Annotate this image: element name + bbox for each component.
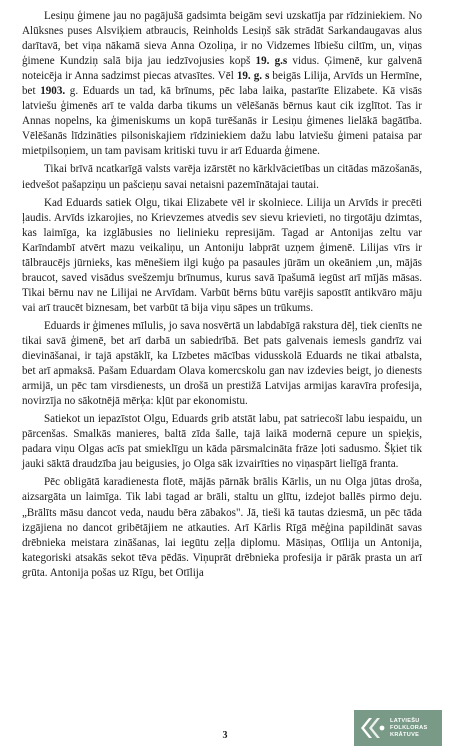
bold-text-run: 19. g. s — [236, 70, 270, 83]
text-run: Eduards ir ģimenes mīlulis, jo sava nosvērtā un labdabīgā rakstura dēļ, tiek cienīts ne tikai savā ģimenē, bet arī darbā un sabiedrībā. Bet pats galvenais iemesls gandrīz vai dievināšanai, ir tajā apstāklī, ka Līzbetes mācības vidusskolā Eduards ne tikai atbalsta, bet arī apmaksā. Pašam Eduardam Olava komercskolu gan nav izdevies beigt, jo dienests armijā, un pēc tam virsdienests, un drošā un prestižā Latvijas armijas karavīra profesija, novirzīja no sākotnējā mērķa: kļūt par ekonomistu. — [22, 319, 423, 408]
page-number: 3 — [222, 730, 228, 741]
paragraph — [22, 412, 422, 472]
archive-logo — [354, 710, 442, 746]
text-run: vidus. Ģimenē, kur galvenā noteicēja ir Anna sadzimst piecas atvasītes. Vēl — [22, 55, 422, 83]
body-text — [22, 9, 422, 584]
text-run: Satiekot un iepazīstot Olgu, Eduards grib atstāt labu, pat satriecošī labu iespaidu, un pārcenšas. Smalkās manieres, baltā zīda šalle, tajā laikā modernā cepure un spieķis, padara viņu Olgas acīs pat smieklīgu un kāda pārsmalcināta frāze ļoti sadusmo. Šķiet tik jauki sāktā draudzība jau beigusies, jo Olga sāk izvairīties no viņaspārt lielīgā franta. — [22, 413, 422, 471]
paragraph — [22, 475, 422, 580]
bold-text-run: 19. g.s — [255, 55, 288, 68]
paragraph — [22, 319, 422, 409]
paragraph — [22, 196, 422, 316]
bold-text-run: 1903. — [40, 85, 66, 98]
folklore-archive-logo-icon — [357, 713, 387, 743]
logo-text — [390, 718, 428, 739]
text-run: g. Eduards un tad, kā brīnums, pēc laba laika, pastarīte Elizabete. Kā visās latviešu ģimenēs arī te valda darba tikums un vēlēšanās bērnus kaut cik izglītot. Tas ir Annas nopelns, ka ģimeniskums un kopā turēšanās ir Lesiņu ģimenes lielākā bagātība. Vēlēšanās līdzināties pilsoniskajiem rīdziniekiem dažu labu latviešu ģimeni pataisa par mietpilsoņiem, un tam pavisam kritiski tuvu ir arī Eduarda ģimene. — [22, 85, 422, 158]
text-run: beigās Lilija, Arvīds un Hermīne, bet — [22, 70, 422, 98]
text-run: Tikai brīvā ncatkarīgā valsts varēja izārstēt no kārklvācietības un citādas māzošanās, iedvešot pašapziņu un pašcieņu savai netaisni pazemīnātajai tautai. — [22, 163, 422, 191]
text-run: Kad Eduards satiek Olgu, tikai Elizabete vēl ir skolniece. Lilija un Arvīds ir precēti ļaudis. Arvīds izkarojies, no Krievzemes atvedis sev sievu krievieti, no tirgotāju dzimtas, kas laimīga, ka izglābusies no lielinieku represijām. Tagad ar Antonijas zeltu var Karīndambī atvērt mazu veikaliņu, un Antoniju labprāt uzņem ģimenē. Lilijas vīrs ir tālbraucējs jūrnieks, kas mēnešiem ilgi kuģo pa pasaules jūrām un okeāniem ,un, mājās braucot, saved visādus svešzemju brīnumus, kurus savā īpašumā iegūst arī mījās māsas. Tikai bērnu nav ne Lilijai ne Arvīdam. Varbūt bērns būtu varējis sapostīt antikvāro māju vai arī traucēt biznesam, bet varbūt tā bija viņu sāpes un trūkums. — [22, 196, 422, 314]
paragraph — [22, 9, 422, 159]
logo-line: FOLKLORAS — [390, 724, 428, 731]
text-run: Lesiņu ģimene jau no pagājušā gadsimta beigām sevi uzskatīja par rīdziniekiem. No Alūksnes puses Alsviķiem atbraucis, Reinholds Lesiņš sāk strādāt Sarkandaugavas alus darītavā, bet viņa nākamā sieva Anna Ozoliņa, ir no Vidzemes lībiešu ciltīm, un, viņas ģimene Kundziņ salā bija jau iedzīvojusies kopš — [22, 10, 422, 68]
text-run: Pēc obligātā karadienesta flotē, mājās pārnāk brālis Kārlis, un nu Olga jūtas droša, aizsargāta un laimīga. Tik labi tagad ar brāli, staltu un glītu, izdejot ballēs pirmo deju. „Brālīts māsu dancot veda, naudu bēra zābakos". Jā, tieši kā tautas dziesmā, un pēc tāda izgājiena no dancot gribētājiem ne atkauties. Arī Kārlis Rīgā mēģina papildināt savas drēbnieka meistara zināšanas, lai iegūtu zeļļa diplomu. Māsiņas, Otīlija un Antonija, kategoriski atsakās sekot tēva pēdās. Viņuprāt drēbnieka profesija ir pārāk prasta un arī grūta. Antonija pošas uz Rīgu, bet Otīlija — [22, 476, 422, 579]
logo-line: KRĀTUVE — [390, 731, 420, 738]
logo-line: LATVIEŠU — [390, 717, 420, 724]
paragraph — [22, 162, 422, 192]
